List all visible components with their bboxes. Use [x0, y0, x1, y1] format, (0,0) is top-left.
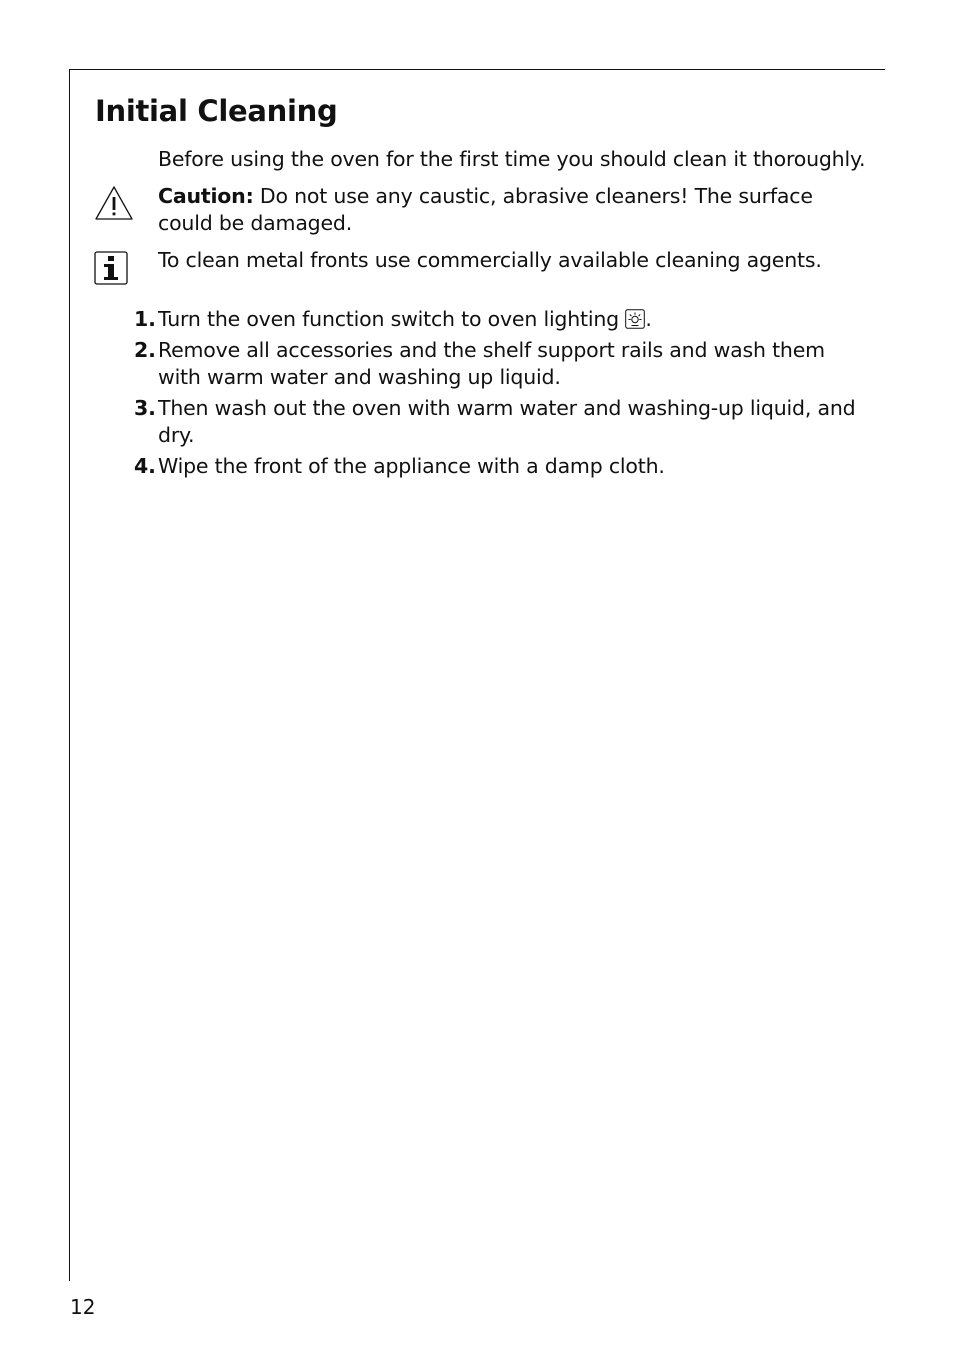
step-text: Wipe the front of the appliance with a damp cloth.: [158, 454, 665, 478]
step-number: 2.: [134, 338, 156, 362]
step-number: 4.: [134, 454, 156, 478]
info-icon: [94, 251, 128, 285]
step-item: [128, 453, 868, 480]
caution-body: Do not use any caustic, abrasive cleaners! The surface could be damaged.: [158, 184, 813, 235]
step-item: [128, 306, 868, 333]
page-number: 12: [70, 1295, 96, 1319]
info-text: To clean metal fronts use commercially available cleaning agents.: [158, 248, 822, 272]
oven-lighting-icon: [625, 309, 645, 329]
intro-text: Before using the oven for the first time you should clean it thoroughly.: [158, 147, 866, 171]
top-rule: [69, 69, 885, 70]
step-text: Turn the oven function switch to oven lighting: [158, 307, 619, 331]
step-item: [128, 337, 868, 391]
step-number: 1.: [134, 307, 156, 331]
step-number: 3.: [134, 396, 156, 420]
step-text: Remove all accessories and the shelf support rails and wash them with warm water and washing up liquid.: [158, 338, 825, 389]
caution-text: [158, 183, 858, 237]
caution-label: Caution:: [158, 184, 254, 208]
step-text: Then wash out the oven with warm water and washing-up liquid, and dry.: [158, 396, 856, 447]
warning-triangle-icon: [94, 185, 134, 221]
step-item: [128, 395, 868, 449]
step-suffix: .: [645, 307, 652, 331]
page-title: Initial Cleaning: [95, 94, 338, 128]
steps-list: [128, 306, 868, 484]
left-rule: [69, 69, 70, 1281]
